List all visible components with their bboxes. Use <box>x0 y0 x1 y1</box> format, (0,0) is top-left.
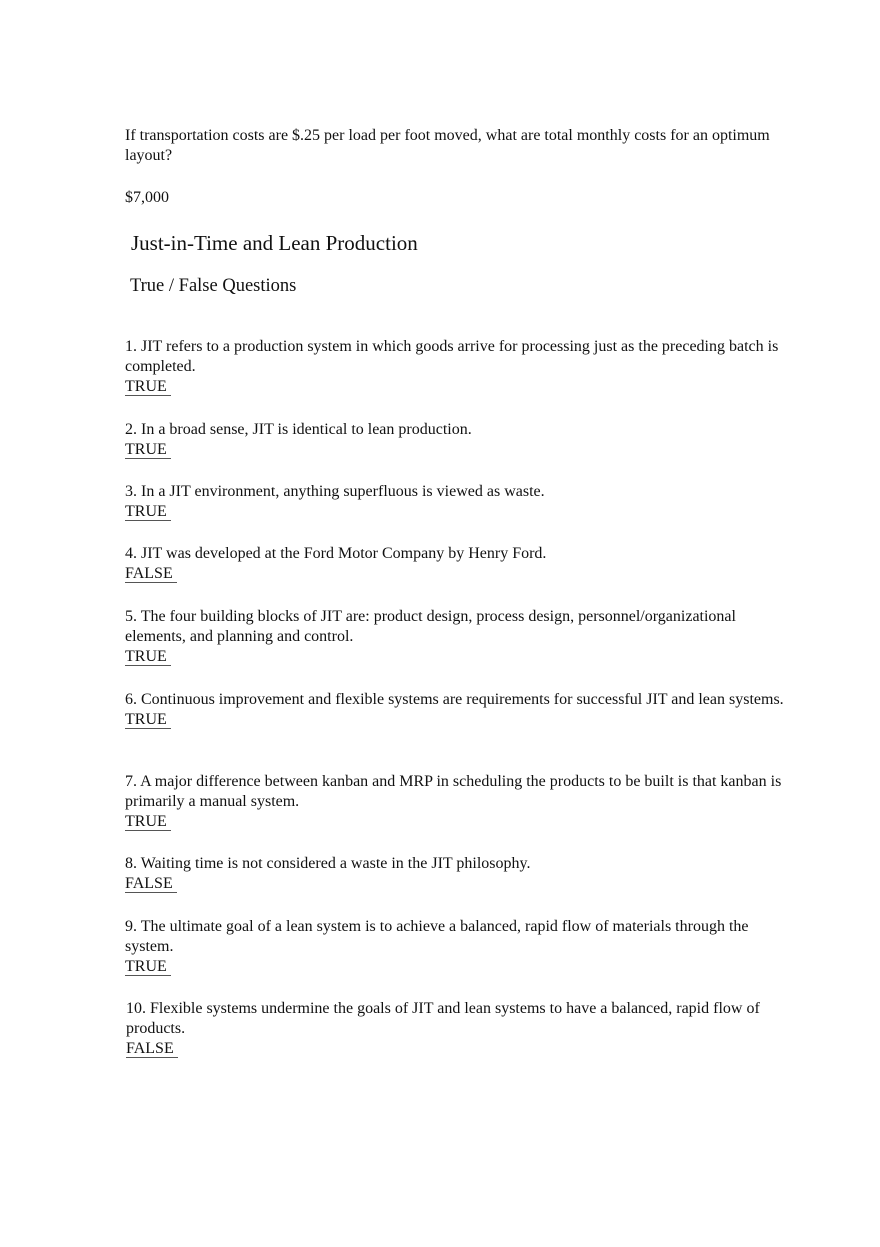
question-text: 10. Flexible systems undermine the goals of JIT and lean systems to have a balanced, rapid flow of products. <box>126 1000 760 1037</box>
question-text: 9. The ultimate goal of a lean system is to achieve a balanced, rapid flow of materials through the system. <box>125 918 749 955</box>
question-answer: TRUE <box>125 378 171 396</box>
question-answer: TRUE <box>125 958 171 976</box>
question-text: 1. JIT refers to a production system in which goods arrive for processing just as the preceding batch is completed. <box>125 338 779 375</box>
question-answer: FALSE <box>126 1040 178 1058</box>
section-title: True / False Questions <box>130 276 297 296</box>
question-answer: TRUE <box>125 441 171 459</box>
question-text: 7. A major difference between kanban and MRP in scheduling the products to be built is that kanban is primarily a manual system. <box>125 773 782 810</box>
question-answer: TRUE <box>125 813 171 831</box>
question-text: 8. Waiting time is not considered a waste in the JIT philosophy. <box>125 855 531 872</box>
chapter-title: Just-in-Time and Lean Production <box>131 231 418 255</box>
question-item <box>125 482 785 522</box>
question-answer: FALSE <box>125 875 177 893</box>
question-item <box>126 999 786 1059</box>
question-item <box>125 544 785 584</box>
question-item <box>125 607 785 667</box>
question-item <box>125 337 785 397</box>
question-text: 5. The four building blocks of JIT are: product design, process design, personnel/organizational elements, and planning and control. <box>125 608 736 645</box>
question-answer: TRUE <box>125 711 171 729</box>
intro-question: If transportation costs are $.25 per load per foot moved, what are total monthly costs for an optimum layout? <box>125 127 770 164</box>
question-text: 2. In a broad sense, JIT is identical to lean production. <box>125 421 472 438</box>
question-answer: TRUE <box>125 648 171 666</box>
question-answer: FALSE <box>125 565 177 583</box>
question-item <box>125 690 785 730</box>
question-answer: TRUE <box>125 503 171 521</box>
question-text: 6. Continuous improvement and flexible systems are requirements for successful JIT and lean systems. <box>125 691 784 708</box>
question-item <box>125 917 785 977</box>
question-item <box>125 854 785 894</box>
question-text: 4. JIT was developed at the Ford Motor Company by Henry Ford. <box>125 545 547 562</box>
question-item <box>125 772 785 832</box>
question-text: 3. In a JIT environment, anything superfluous is viewed as waste. <box>125 483 545 500</box>
question-item <box>125 420 785 460</box>
intro-answer: $7,000 <box>125 189 169 206</box>
